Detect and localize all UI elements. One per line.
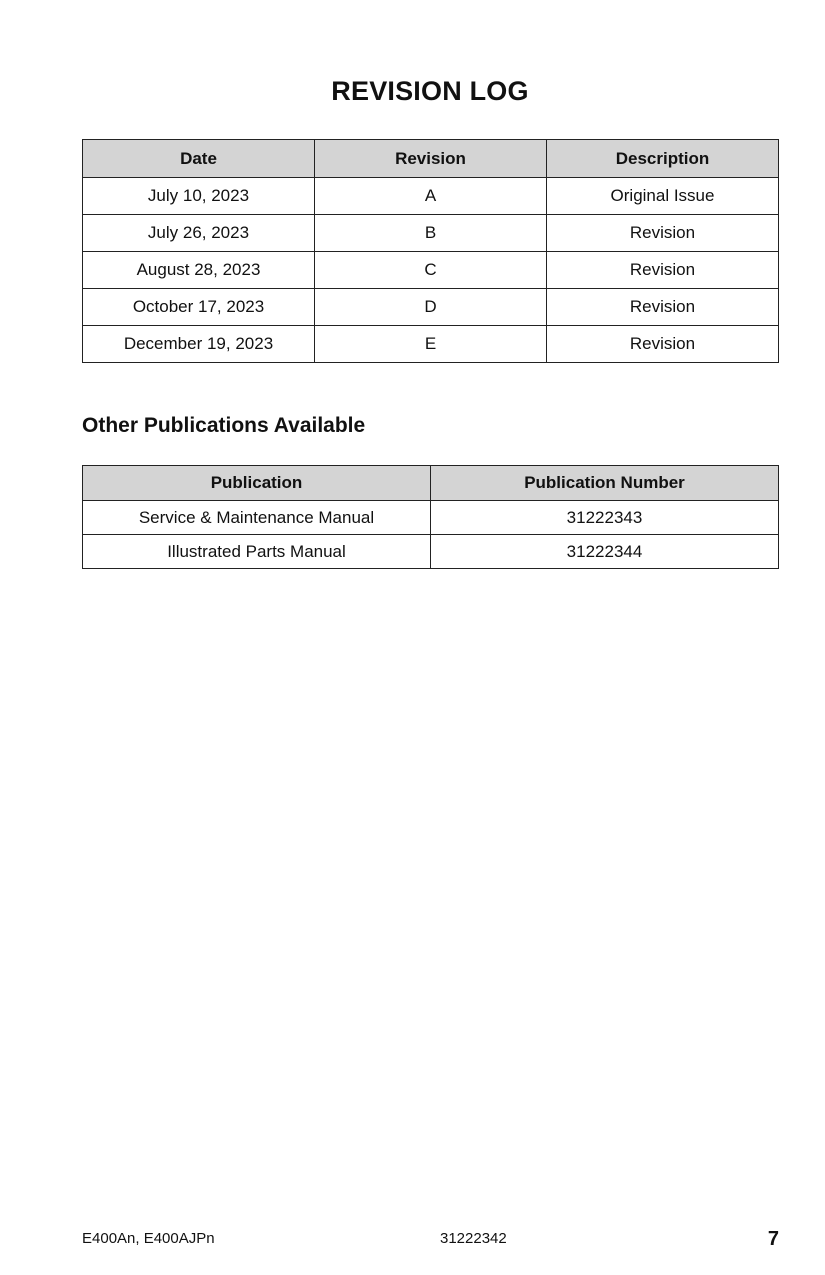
section-heading-other-publications: Other Publications Available: [82, 414, 366, 437]
date-cell: December 19, 2023: [83, 326, 315, 363]
revision-cell: A: [315, 178, 547, 215]
column-header-publication: Publication: [83, 466, 431, 501]
publications-table: [82, 465, 779, 569]
page-number: 7: [767, 1228, 779, 1250]
description-cell: Revision: [547, 289, 779, 326]
table-row: [83, 178, 779, 215]
description-cell: Revision: [547, 326, 779, 363]
footer-models: E400An, E400AJPn: [82, 1230, 215, 1247]
revision-cell: B: [315, 215, 547, 252]
column-header-description: Description: [547, 140, 779, 178]
description-cell: Revision: [547, 215, 779, 252]
date-cell: July 26, 2023: [83, 215, 315, 252]
publication-number-cell: 31222343: [431, 501, 779, 535]
table-row: [83, 501, 779, 535]
publication-number-cell: 31222344: [431, 535, 779, 569]
table-row: [83, 215, 779, 252]
column-header-revision: Revision: [315, 140, 547, 178]
table-row: [83, 252, 779, 289]
table-header-row: [83, 140, 779, 178]
publication-cell: Illustrated Parts Manual: [83, 535, 431, 569]
revision-cell: D: [315, 289, 547, 326]
table-row: [83, 535, 779, 569]
date-cell: August 28, 2023: [83, 252, 315, 289]
date-cell: July 10, 2023: [83, 178, 315, 215]
table-row: [83, 289, 779, 326]
footer-document-number: 31222342: [440, 1230, 507, 1247]
date-cell: October 17, 2023: [83, 289, 315, 326]
revision-cell: E: [315, 326, 547, 363]
revision-log-table: [82, 139, 779, 363]
description-cell: Revision: [547, 252, 779, 289]
publication-cell: Service & Maintenance Manual: [83, 501, 431, 535]
page-title: REVISION LOG: [331, 76, 529, 106]
revision-cell: C: [315, 252, 547, 289]
column-header-publication-number: Publication Number: [431, 466, 779, 501]
description-cell: Original Issue: [547, 178, 779, 215]
table-header-row: [83, 466, 779, 501]
column-header-date: Date: [83, 140, 315, 178]
table-row: [83, 326, 779, 363]
